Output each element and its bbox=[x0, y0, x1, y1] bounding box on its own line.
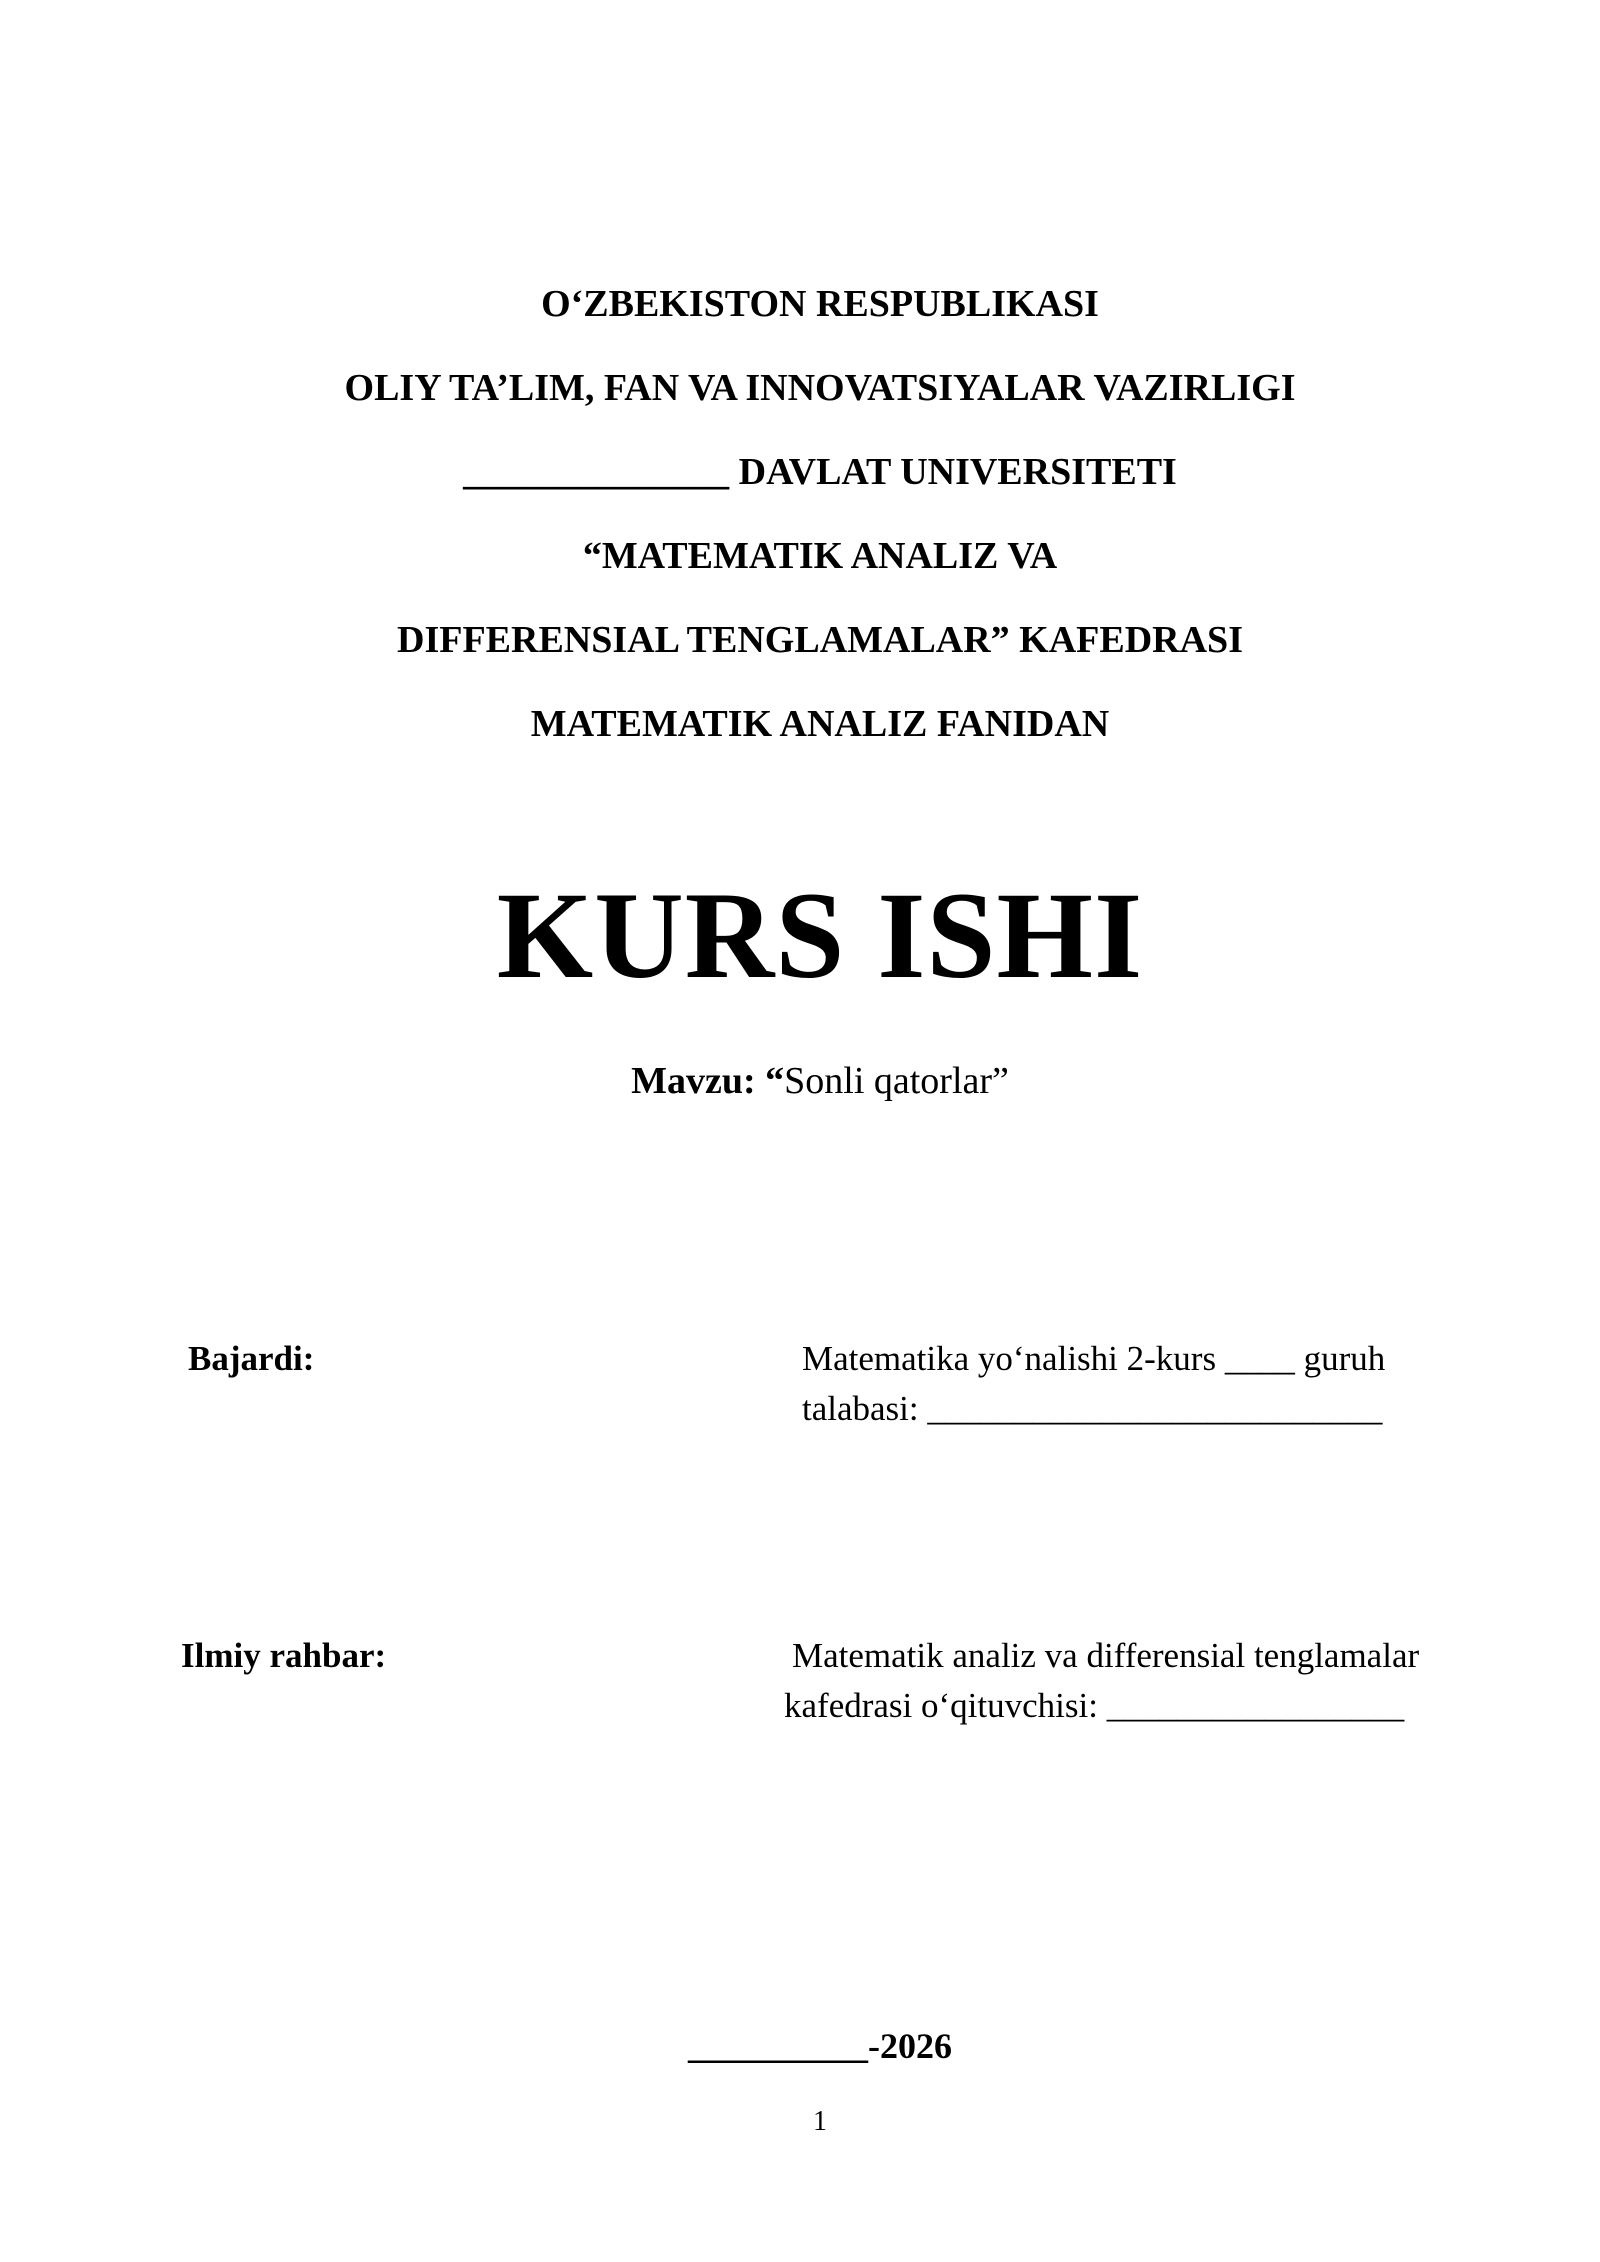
performed-by-label: Bajardi: bbox=[188, 1339, 315, 1378]
student-info-line-2: talabasi: __________________________ bbox=[802, 1389, 1383, 1428]
subject-line: MATEMATIK ANALIZ FANIDAN bbox=[530, 703, 1110, 745]
ministry-name-line: OLIY TA’LIM, FAN VA INNOVATSIYALAR VAZIRLIGI bbox=[344, 367, 1296, 409]
year-line: __________-2026 bbox=[688, 2026, 952, 2066]
document-title: KURS ISHI bbox=[496, 867, 1144, 1004]
topic-label: Mavzu: “ bbox=[631, 1060, 785, 1102]
topic-value: Sonli qatorlar” bbox=[784, 1060, 1009, 1102]
topic-line bbox=[0, 1058, 1600, 1104]
ministry-country-line: O‘ZBEKISTON RESPUBLIKASI bbox=[541, 283, 1099, 325]
department-line-1: “MATEMATIK ANALIZ VA bbox=[582, 535, 1058, 577]
supervisor-info-line-2: kafedrasi o‘qituvchisi: _________________ bbox=[784, 1686, 1405, 1725]
supervisor-info-line-1: Matematik analiz va differensial tenglamalar bbox=[792, 1636, 1420, 1675]
university-line: ______________ DAVLAT UNIVERSITETI bbox=[463, 451, 1177, 493]
department-line-2: DIFFERENSIAL TENGLAMALAR” KAFEDRASI bbox=[397, 619, 1243, 661]
page-number: 1 bbox=[813, 2106, 827, 2137]
student-info-line-1: Matematika yo‘nalishi 2-kurs ____ guruh bbox=[802, 1339, 1386, 1378]
supervisor-label: Ilmiy rahbar: bbox=[181, 1636, 387, 1675]
